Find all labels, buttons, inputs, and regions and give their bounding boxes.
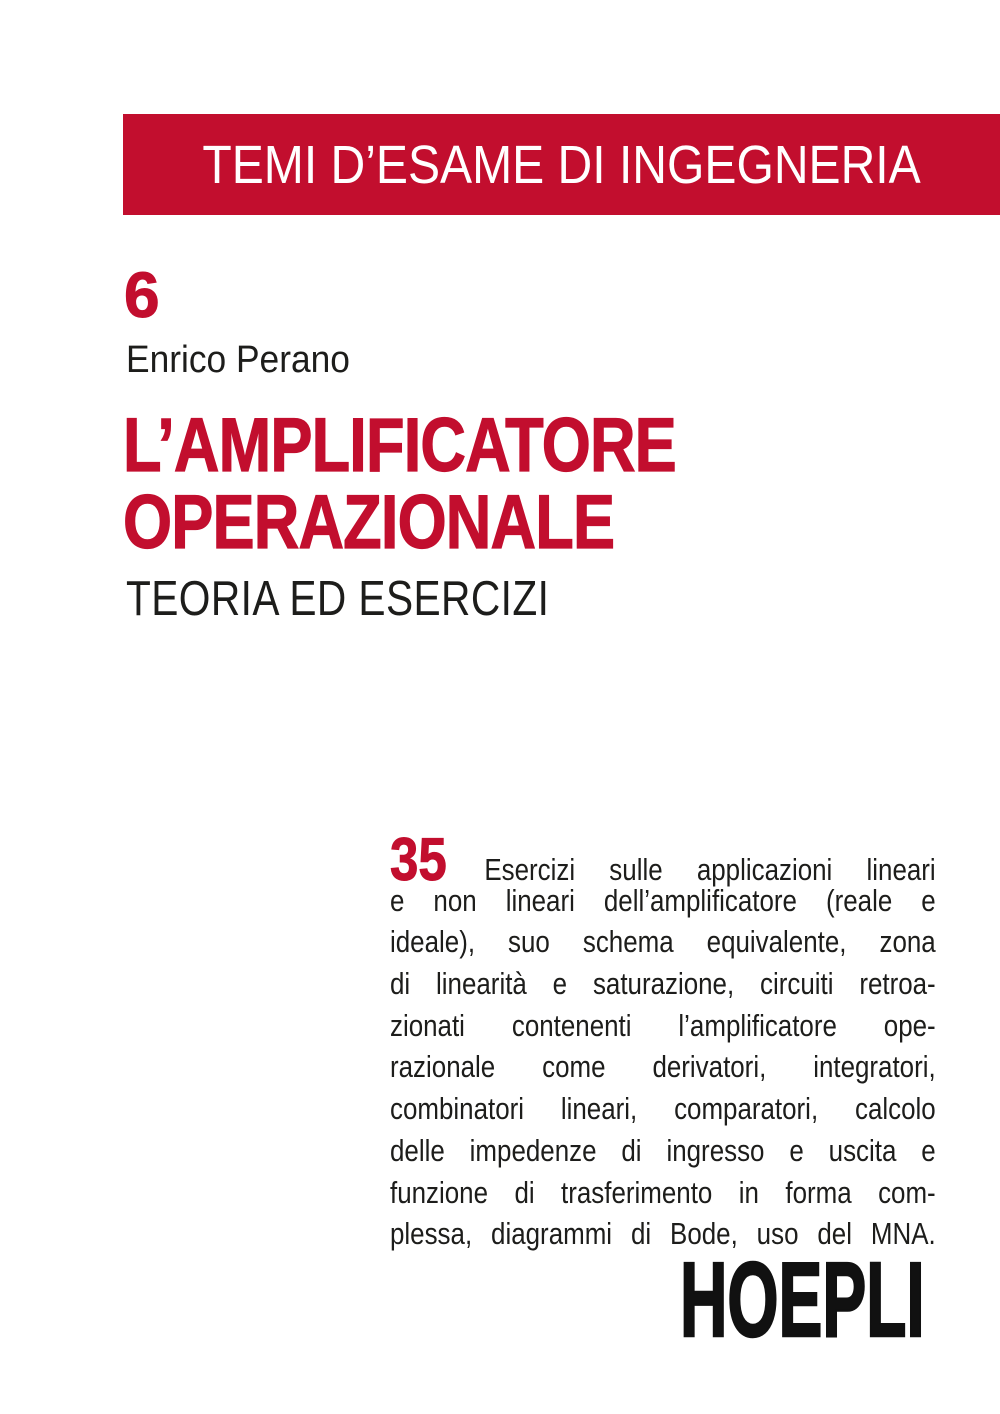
blurb-line: funzione di trasferimento in forma com- — [390, 1175, 936, 1210]
blurb-line: zionati contenenti l’amplificatore ope- — [390, 1008, 936, 1043]
book-subtitle: TEORIA ED ESERCIZI — [126, 572, 550, 626]
series-banner — [123, 114, 1000, 215]
exercise-count: 35 — [390, 826, 447, 893]
blurb-paragraph — [390, 826, 936, 1256]
blurb-line: combinatori lineari, comparatori, calcolo — [390, 1092, 936, 1127]
blurb-line: di linearità e saturazione, circuiti retroa- — [390, 967, 936, 1002]
blurb-line: plessa, diagrammi di Bode, uso del MNA. — [390, 1217, 936, 1252]
series-banner-label: TEMI D’ESAME DI INGEGNERIA — [202, 134, 921, 195]
author-name: Enrico Perano — [126, 339, 350, 381]
publisher-logo: HOEPLI — [680, 1241, 925, 1359]
blurb-line: razionale come derivatori, integratori, — [390, 1050, 936, 1085]
blurb-line: ideale), suo schema equivalente, zona — [390, 925, 936, 960]
blurb-line: e non lineari dell’amplificatore (reale e — [390, 883, 936, 918]
blurb-line — [390, 826, 936, 893]
book-title-line1: L’AMPLIFICATORE — [123, 403, 676, 488]
blurb-line: delle impedenze di ingresso e uscita e — [390, 1133, 936, 1168]
book-title-line2: OPERAZIONALE — [123, 480, 615, 565]
blurb-line-text: Esercizi sulle applicazioni lineari — [484, 853, 936, 887]
volume-number: 6 — [124, 259, 160, 331]
